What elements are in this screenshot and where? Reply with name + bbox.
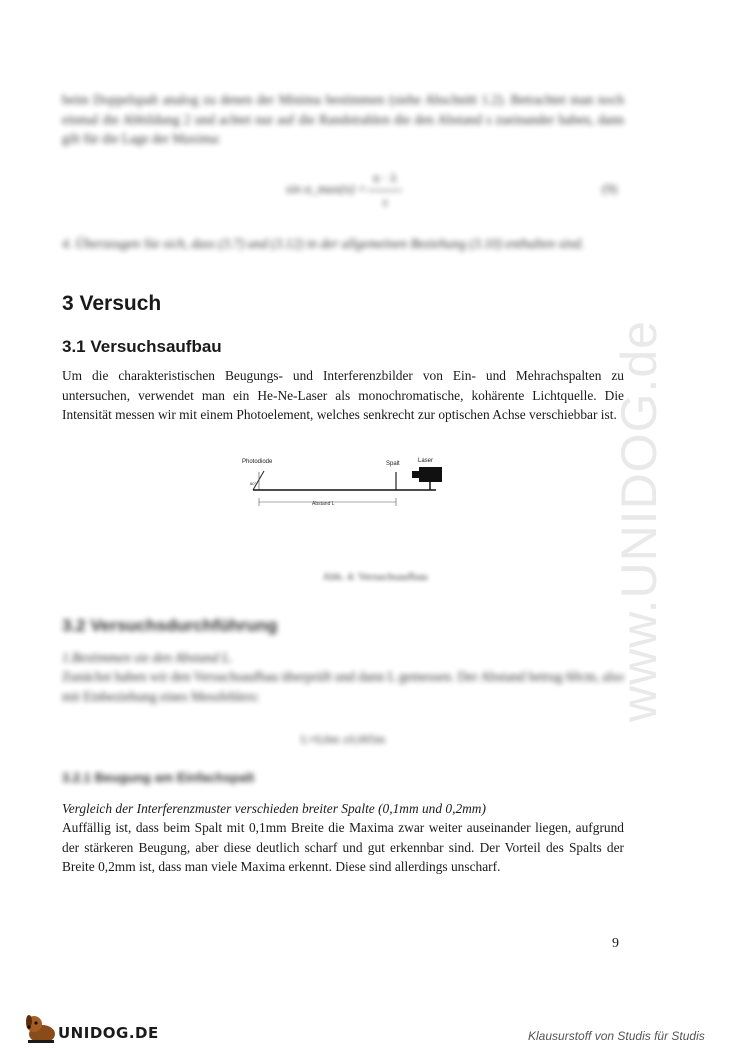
measurement-formula: L=0,6m ±0,005m	[300, 732, 386, 746]
dog-logo-icon	[22, 1010, 60, 1046]
formula-numerator: n · λ	[373, 170, 397, 185]
subsection-3-2-task: 1.Bestimmen sie den Abstand L.	[62, 650, 233, 665]
watermark: www.UNIDOG.de	[611, 320, 667, 722]
fraction-bar	[368, 190, 402, 191]
figure-caption: Abb. 4: Versuchsaufbau	[322, 571, 428, 583]
distance-label: Abstand L	[312, 501, 335, 507]
logo-text: UNIDOG.DE	[58, 1024, 159, 1042]
formula-number: (9)	[602, 181, 618, 196]
subsection-3-2-title: 3.2 Versuchsdurchführung	[62, 616, 278, 635]
task-4: 4. Überzeugen Sie sich, dass (3.7) und (3.12) in der allgemeinen Beziehung (3.10) enthalten sind.	[62, 236, 585, 251]
subsection-3-2-1-title: 3.2.1 Beugung am Einfachspalt	[62, 770, 255, 785]
page-number: 9	[612, 936, 619, 951]
subsection-3-1-title: 3.1 Versuchsaufbau	[62, 337, 222, 356]
laser-body	[419, 467, 442, 482]
subsection-3-2-1-italic: Vergleich der Interferenzmuster verschieden breiter Spalte (0,1mm und 0,2mm)	[62, 801, 486, 816]
section-title: 3 Versuch	[62, 292, 162, 315]
slit-label: Spalt	[386, 461, 400, 467]
subsection-3-1-text: Um die charakteristischen Beugungs- und Interferenzbilder von Ein- und Mehrachspalten zu untersuchen, verwendet man ein He-Ne-Laser als monochromatische, kohärente Lichtquelle. Die Intensität messen wir mit einem Photoelement, welches senkrecht zur optischen Achse verschiebbar ist.	[62, 368, 624, 422]
setup-diagram	[236, 452, 456, 514]
photodiode-label: Photodiode	[242, 459, 273, 465]
laser-head	[412, 471, 420, 478]
footer-tagline: Klausurstoff von Studis für Studis	[528, 1029, 705, 1043]
formula-lhs: sin α_max(n) =	[286, 181, 367, 196]
angle-label: 60°	[250, 481, 257, 486]
laser-label: Laser	[418, 458, 434, 464]
subsection-3-2-text: Zunächst haben wir den Versuchsaufbau überprüft und dann L gemessen. Der Abstand betrug 60cm, also mit Einbeziehung eines Messfehlers:	[62, 669, 624, 704]
formula-denominator: s	[382, 194, 388, 209]
intro-paragraph: beim Doppelspalt analog zu denen der Minima bestimmen (siehe Abschnitt 1.2). Betrachtet man noch einmal die Abbildung 2 und achtet nur auf die Randstrahlen die den Abstand s zueinander haben, dann gilt für die Lage der Maxima:	[62, 92, 624, 146]
formula-9	[286, 168, 426, 214]
subsection-3-2-1-text: Auffällig ist, dass beim Spalt mit 0,1mm Breite die Maxima zwar weiter auseinander liegen, aufgrund der stärkeren Beugung, aber diese deutlich scharf und gut erkennbar sind. Der Vorteil des Spalts der Breite 0,2mm ist, dass man viele Maxima erkennt. Diese sind allerdings unscharf.	[62, 820, 624, 874]
